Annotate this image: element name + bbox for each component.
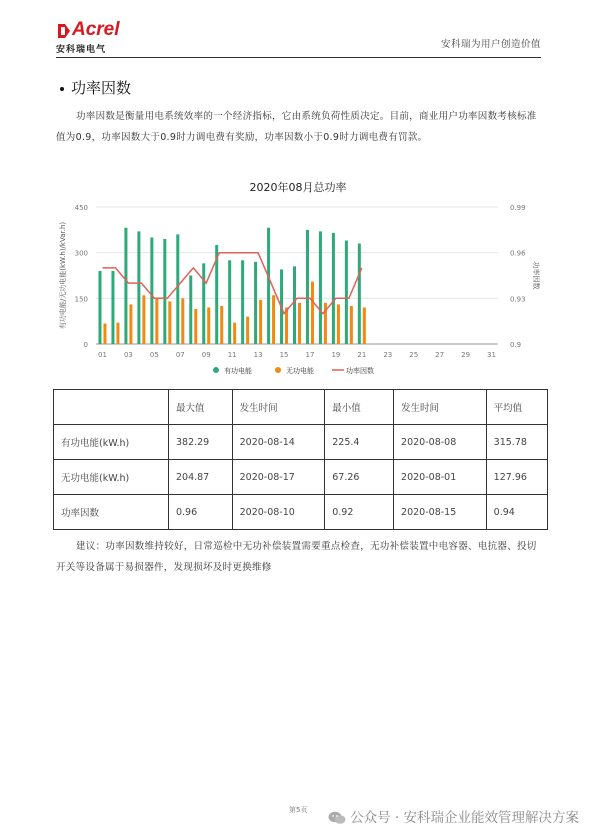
table-cell: 2020-08-08 <box>394 425 487 460</box>
table-cell: 最大值 <box>168 390 232 425</box>
y-left-tick-label: 300 <box>74 249 88 258</box>
bar-reactive-energy <box>298 303 301 344</box>
bar-active-energy <box>293 266 296 344</box>
bar-reactive-energy <box>337 304 340 344</box>
header-divider <box>56 57 541 58</box>
bar-reactive-energy <box>246 317 249 344</box>
x-tick-label: 15 <box>279 351 289 359</box>
bar-reactive-energy <box>363 307 366 344</box>
table-cell: 发生时间 <box>394 390 487 425</box>
bar-reactive-energy <box>116 323 119 344</box>
x-tick-label: 03 <box>123 351 133 359</box>
x-tick-label: 27 <box>435 351 445 359</box>
x-tick-label: 11 <box>227 351 237 359</box>
bar-reactive-energy <box>272 295 275 344</box>
header-slogan: 安科瑞为用户创造价值 <box>440 39 541 50</box>
x-tick-label: 29 <box>461 351 471 359</box>
x-tick-label: 07 <box>175 351 185 359</box>
bar-active-energy <box>150 237 153 344</box>
x-tick-label: 01 <box>98 351 107 359</box>
bar-reactive-energy <box>181 298 184 344</box>
bar-reactive-energy <box>103 324 106 344</box>
legend-marker-icon <box>275 367 281 373</box>
logo-cn-text: 安科瑞电气 <box>56 45 107 55</box>
table-cell: 无功电能(kW.h) <box>54 460 169 495</box>
table-cell: 0.92 <box>325 495 394 530</box>
x-tick-label: 17 <box>305 351 315 359</box>
bar-active-energy <box>345 240 348 344</box>
bar-reactive-energy <box>259 300 262 344</box>
legend-marker-icon <box>213 367 219 373</box>
logo-text: Acrel <box>72 19 120 40</box>
section-title <box>60 77 131 98</box>
bar-active-energy <box>319 231 322 344</box>
power-chart <box>56 175 541 385</box>
page-number: 第5页 <box>289 806 308 814</box>
bar-active-energy <box>111 271 114 344</box>
table-cell: 382.29 <box>168 425 232 460</box>
x-tick-label: 31 <box>487 351 496 359</box>
y-right-tick-label: 0.99 <box>510 204 526 212</box>
bar-reactive-energy <box>350 306 353 344</box>
stats-table <box>53 389 548 530</box>
bar-active-energy <box>254 262 257 344</box>
table-row <box>54 495 548 530</box>
wechat-icon <box>328 811 346 825</box>
bar-reactive-energy <box>233 323 236 344</box>
y-right-axis-label: 功率因数 <box>532 261 540 290</box>
bar-active-energy <box>332 233 335 344</box>
y-right-tick-label: 0.96 <box>510 249 526 258</box>
y-left-axis-label: 有功电能/无功电能(kW.h)/kVar.h) <box>59 221 67 330</box>
advice-paragraph: 建议：功率因数维持较好，日常巡检中无功补偿装置需要重点检查，无功补偿装置中电容器、电抗器、投切开关等设备属于易损器件，发现损坏及时更换维修 <box>56 541 537 573</box>
table-cell: 0.96 <box>168 495 232 530</box>
bar-active-energy <box>176 234 179 344</box>
table-header-row <box>54 390 548 425</box>
table-cell: 315.78 <box>486 425 547 460</box>
bar-active-energy <box>163 239 166 344</box>
legend-label: 有功电能 <box>224 367 252 375</box>
table-cell: 225.4 <box>325 425 394 460</box>
bar-active-energy <box>267 228 270 344</box>
wechat-watermark <box>328 806 579 826</box>
x-tick-label: 23 <box>383 351 393 359</box>
y-right-tick-label: 0.93 <box>510 295 526 304</box>
table-cell: 2020-08-14 <box>232 425 325 460</box>
bar-reactive-energy <box>194 309 197 344</box>
chart-svg <box>56 175 541 385</box>
legend-label: 无功电能 <box>286 367 314 375</box>
bar-active-energy <box>358 244 361 344</box>
y-left-tick-label: 150 <box>74 295 88 304</box>
bar-reactive-energy <box>311 282 314 344</box>
bar-active-energy <box>228 260 231 344</box>
bar-reactive-energy <box>220 306 223 344</box>
table-row <box>54 460 548 495</box>
acrel-logo-mark-icon <box>56 22 72 40</box>
acrel-logo <box>56 19 136 55</box>
y-left-tick-label: 0 <box>83 341 88 349</box>
bar-active-energy <box>306 230 309 344</box>
bar-reactive-energy <box>129 304 132 344</box>
bar-reactive-energy <box>142 295 145 344</box>
table-cell: 127.96 <box>486 460 547 495</box>
bar-active-energy <box>241 260 244 344</box>
chart-title: 2020年08月总功率 <box>249 181 347 194</box>
bar-active-energy <box>98 271 101 344</box>
x-tick-label: 21 <box>357 351 367 359</box>
intro-paragraph: 功率因数是衡量用电系统效率的一个经济指标，它由系统负荷性质决定。目前，商业用户功率因数考核标准值为0.9，功率因数大于0.9时力调电费有奖励，功率因数小于0.9时力调电费有罚款。 <box>56 111 537 143</box>
bar-active-energy <box>189 276 192 345</box>
table-cell: 2020-08-17 <box>232 460 325 495</box>
x-tick-label: 19 <box>331 351 341 359</box>
table-cell: 204.87 <box>168 460 232 495</box>
bar-reactive-energy <box>168 301 171 344</box>
table-cell: 67.26 <box>325 460 394 495</box>
table-cell <box>54 390 169 425</box>
y-left-tick-label: 450 <box>74 204 88 212</box>
x-tick-label: 13 <box>253 351 263 359</box>
bar-reactive-energy <box>155 298 158 344</box>
x-tick-label: 09 <box>201 351 211 359</box>
legend-label: 功率因数 <box>346 367 374 375</box>
table-cell: 最小值 <box>325 390 394 425</box>
line-power-factor <box>103 253 362 314</box>
bullet-icon <box>60 87 64 91</box>
table-cell: 2020-08-15 <box>394 495 487 530</box>
table-cell: 平均值 <box>486 390 547 425</box>
y-right-tick-label: 0.9 <box>510 341 522 349</box>
bar-active-energy <box>137 231 140 344</box>
bar-active-energy <box>124 228 127 344</box>
table-cell: 有功电能(kW.h) <box>54 425 169 460</box>
watermark-text: 公众号 · 安科瑞企业能效管理解决方案 <box>350 810 579 826</box>
table-cell: 2020-08-01 <box>394 460 487 495</box>
x-tick-label: 05 <box>149 351 159 359</box>
table-cell: 2020-08-10 <box>232 495 325 530</box>
table-cell: 功率因数 <box>54 495 169 530</box>
table-row <box>54 425 548 460</box>
table-cell: 0.94 <box>486 495 547 530</box>
section-title-text: 功率因数 <box>71 79 132 97</box>
x-tick-label: 25 <box>409 351 419 359</box>
table-cell: 发生时间 <box>232 390 325 425</box>
bar-active-energy <box>202 263 205 344</box>
bar-reactive-energy <box>207 307 210 344</box>
